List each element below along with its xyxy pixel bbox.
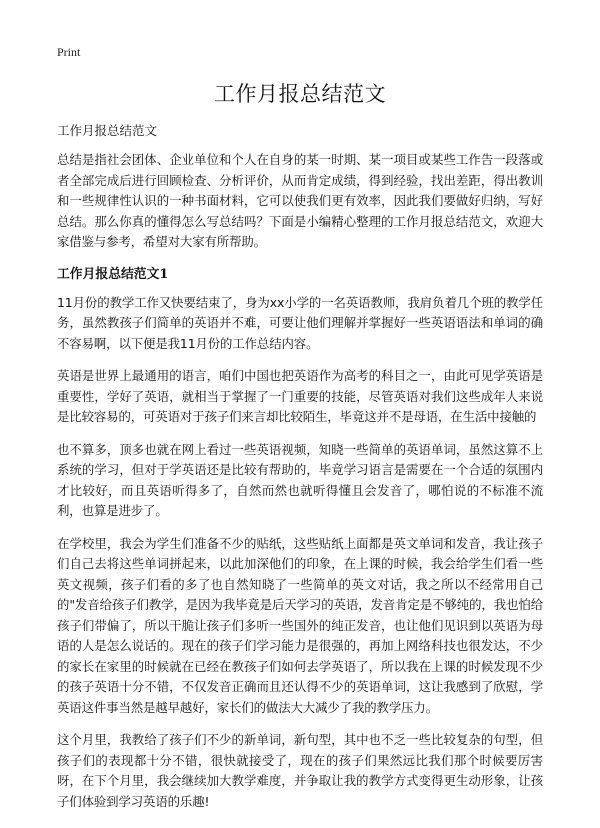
document-subtitle: 工作月报总结范文 [57,123,158,138]
body-paragraph-3: 也不算多，顶多也就在网上看过一些英语视频，知晓一些简单的英语单词，虽然这算不上系统的学习，但对于学英语还是比较有帮助的，毕竟学习语言是需要在一个合适的氛围内才比较好，而且英语听得多了，自然而然也就听得懂且会发音了，哪怕说的不标准不流利，也算是进步了。 [57,441,543,518]
body-paragraph-1: 11月份的教学工作又快要结束了，身为xx小学的一名英语教师，我肩负着几个班的教学任务，虽然教孩子们简单的英语并不难，可要让他们理解并掌握好一些英语语法和单词的确不容易啊，以下便是我11月份的工作总结内容。 [57,294,543,351]
body-paragraph-4: 在学校里，我会为学生们准备不少的贴纸，这些贴纸上面都是英文单词和发音，我让孩子们自己去将这些单词拼起来，以此加深他们的印象，在上课的时候，我会给学生们看一些英文视频，孩子们看的多了也自然知晓了一些简单的英文对话，我之所以不经常用自己的"发音给孩子们教学，是因为我毕竟是后天学习的英语，发音肯定是不够纯的，我也怕给孩子们带偏了，所以干脆让孩子们多听一些国外的纯正发音，也让他们见识到以英语为母语的人是怎么说话的。现在的孩子们学习能力是很强的，再加上网络科技也很发达，不少的家长在家里的时候就在已经在教孩子们如何去学英语了，所以我在上课的时候发现不少的孩子英语十分不错，不仅发音正确而且还认得不少的英语单词，这让我感到了欣慰，学英语这件事当然是越早越好，家长们的做法大大减少了我的教学压力。 [57,535,543,715]
body-paragraph-2: 英语是世界上最通用的语言，咱们中国也把英语作为高考的科目之一，由此可见学英语是重要性，学好了英语，就相当于掌握了一门重要的技能，尽管英语对我们这些成年人来说是比较容易的，可英语对于孩子们来言却比较陌生，毕竟这并不是母语，在生活中接触的 [57,368,543,424]
print-label: Print [57,45,81,59]
body-paragraph-5: 这个月里，我教给了孩子们不少的新单词，新句型，其中也不乏一些比较复杂的句型，但孩子们的表现都十分不错，很快就接受了，现在的孩子们果然远比我们那个时候要厉害呀，在下个月里，我会继续加大教学难度，并争取让我的教学方式变得更生动形象，让孩子们体验到学习英语的乐趣! [57,732,543,809]
intro-paragraph: 总结是指社会团体、企业单位和个人在自身的某一时期、某一项目或某些工作告一段落或者全部完成后进行回顾检查、分析评价，从而肯定成绩，得到经验，找出差距，得出教训和一些规律性认识的一种书面材料，它可以使我们更有效率，因此我们要做好归纳，写好总结。那么你真的懂得怎么写总结吗？下面是小编精心整理的工作月报总结范文，欢迎大家借鉴与参考，希望对大家有所帮助。 [57,152,543,249]
document-title: 工作月报总结范文 [214,82,386,106]
section-heading: 工作月报总结范文1 [57,266,169,282]
